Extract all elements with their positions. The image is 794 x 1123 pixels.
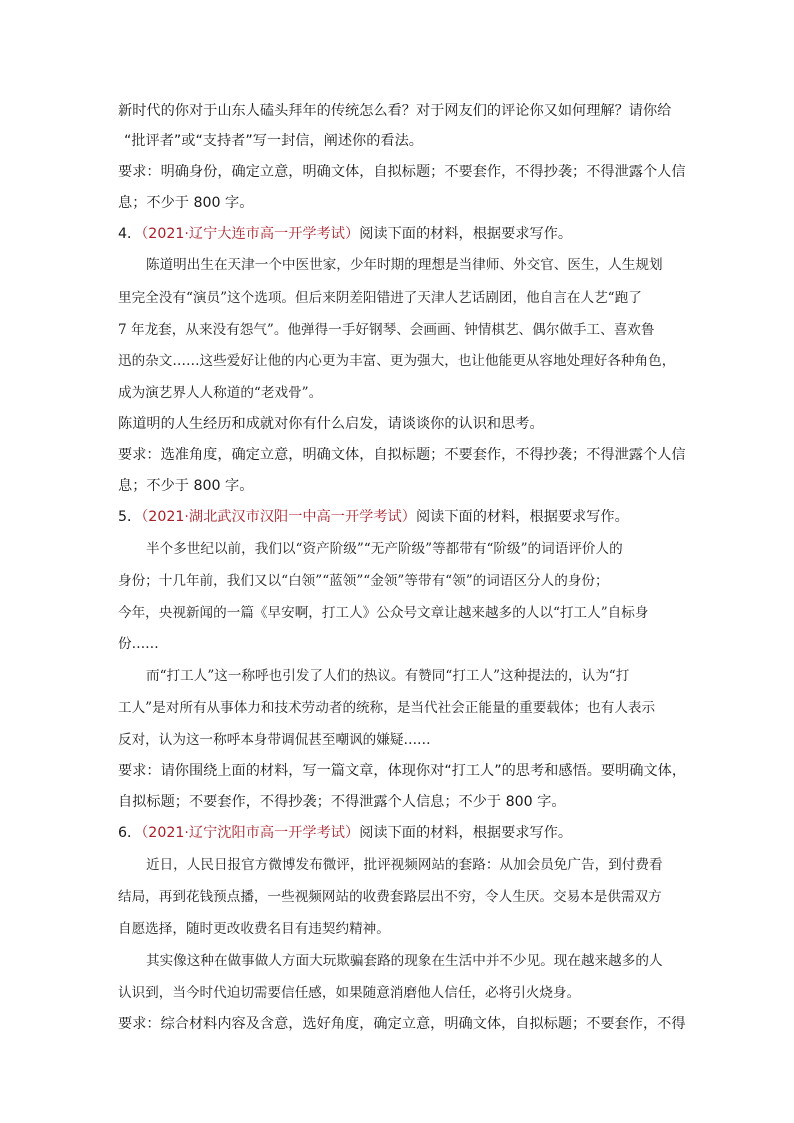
question-5-material-line-1: 半个多世纪以前，我们以“资产阶级”“无产阶级”等都带有“阶级”的词语评价人的 — [146, 541, 623, 557]
question-6-requirement-line-1: 要求：综合材料内容及含意，选好角度，确定立意，明确文体，自拟标题；不要套作，不得 — [118, 1016, 686, 1032]
question-4-instruction: 阅读下面的材料，根据要求写作。 — [359, 226, 573, 242]
question-5-material-line-6: 工人”是对所有从事体力和技术劳动者的统称，是当代社会正能量的重要载体；也有人表示 — [118, 700, 656, 716]
question-6-source: （2021·辽宁沈阳市高一开学考试） — [141, 825, 360, 841]
intro-line-1: 新时代的你对于山东人磕头拜年的传统怎么看？对于网友们的评论你又如何理解？请你给 — [118, 103, 672, 119]
question-4-material-line-5: 成为演艺界人人称道的“老戏骨”。 — [118, 385, 323, 401]
question-6-instruction: 阅读下面的材料，根据要求写作。 — [359, 825, 573, 841]
question-6-material-line-1: 近日，人民日报官方微博发布微评，批评视频网站的套路：从加会员免广告，到付费看 — [146, 857, 663, 873]
question-6-material-line-5: 认识到，当今时代迫切需要信任感，如果随意消磨他人信任，必将引火烧身。 — [118, 985, 581, 1001]
question-5-number: 5． — [118, 509, 142, 525]
question-6-material-line-4: 其实像这种在做事做人方面大玩欺骗套路的现象在生活中并不少见。现在越来越多的人 — [146, 953, 663, 969]
question-4-material-line-2: 里完全没有“演员”这个选项。但后来阴差阳错进了天津人艺话剧团，他自言在人艺“跑了 — [118, 290, 642, 306]
question-5-requirement-line-1: 要求：请你围绕上面的材料，写一篇文章，体现你对“打工人”的思考和感悟。要明确文体， — [118, 763, 687, 779]
question-5-header — [118, 510, 629, 524]
question-6-header — [118, 826, 572, 840]
question-5-material-line-4: 份…… — [118, 636, 159, 652]
question-4-source: （2021·辽宁大连市高一开学考试） — [141, 226, 360, 242]
question-5-material-line-7: 反对，认为这一称呼本身带调侃甚至嘲讽的嫌疑…… — [118, 732, 431, 748]
question-5-material-line-2: 身份；十几年前，我们又以“白领”“蓝领”“金领”等带有“领”的词语区分人的身份； — [118, 573, 609, 589]
question-5-source: （2021·湖北武汉市汉阳一中高一开学考试） — [141, 509, 416, 525]
question-4-prompt: 陈道明的人生经历和成就对你有什么启发，请谈谈你的认识和思考。 — [118, 416, 544, 432]
intro-requirement-line-1: 要求：明确身份，确定立意，明确文体，自拟标题；不要套作，不得抄袭；不得泄露个人信 — [118, 164, 686, 180]
question-5-requirement-line-2: 自拟标题；不要套作，不得抄袭；不得泄露个人信息；不少于 800 字。 — [118, 794, 566, 810]
question-5-instruction: 阅读下面的材料，根据要求写作。 — [415, 509, 629, 525]
question-6-material-line-2: 结局，再到花钱预点播，一些视频网站的收费套路层出不穷，令人生厌。交易本是供需双方 — [118, 889, 662, 905]
question-6-material-line-3: 自愿选择，随时更改收费名目有违契约精神。 — [118, 921, 390, 937]
question-4-material-line-4: 迅的杂文……这些爱好让他的内心更为丰富、更为强大，也让他能更从容地处理好各种角色， — [118, 353, 676, 369]
question-4-requirement-line-2: 息；不少于 800 字。 — [118, 478, 254, 494]
intro-requirement-line-2: 息；不少于 800 字。 — [118, 195, 254, 211]
question-6-number: 6． — [118, 825, 142, 841]
question-5-material-line-3: 今年，央视新闻的一篇《早安啊，打工人》公众号文章让越来越多的人以“打工人”自标身 — [118, 605, 649, 621]
intro-line-2: “批评者”或“支持者”写一封信，阐述你的看法。 — [124, 133, 423, 149]
question-5-material-line-5: 而“打工人”这一称呼也引发了人们的热议。有赞同“打工人”这种提法的，认为“打 — [146, 668, 630, 684]
question-4-number: 4． — [118, 226, 142, 242]
question-4-header — [118, 227, 572, 241]
question-4-material-line-1: 陈道明出生在天津一个中医世家，少年时期的理想是当律师、外交官、医生，人生规划 — [146, 257, 663, 273]
question-4-material-line-3: 7 年龙套，从来没有怨气”。他弹得一手好钢琴、会画画、钟情棋艺、偶尔做手工、喜欢鲁 — [118, 322, 655, 338]
question-4-requirement-line-1: 要求：选准角度，确定立意，明确文体，自拟标题；不要套作，不得抄袭；不得泄露个人信 — [118, 447, 686, 463]
